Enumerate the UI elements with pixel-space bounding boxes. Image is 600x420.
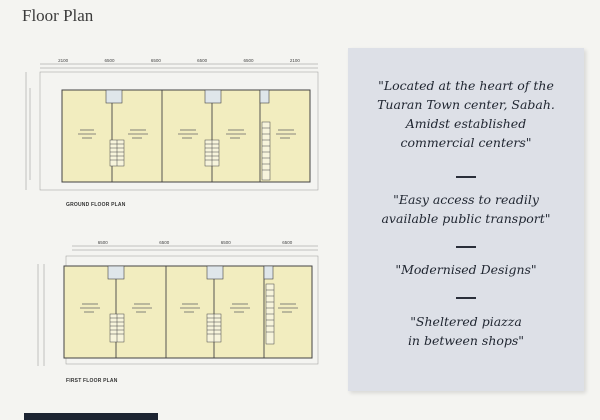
ground-dimension-label: 6500 — [243, 58, 254, 63]
ground-dimension-label: 6500 — [197, 58, 208, 63]
ground-dimension-label: 2100 — [289, 58, 300, 63]
first-dimension-label: 6500 — [282, 240, 293, 245]
quote-designs-line-1: "Modernised Designs" — [395, 262, 537, 277]
first-floor-plan — [38, 246, 318, 366]
bottom-accent-bar — [24, 413, 158, 420]
quote-transport — [348, 190, 584, 228]
first-dimension-label: 6500 — [220, 240, 231, 245]
floor-plans — [14, 52, 332, 392]
first-dimension-label: 6500 — [97, 240, 108, 245]
quote-card — [348, 48, 584, 391]
quote-location-line-2: Tuaran Town center, Sabah. — [377, 97, 555, 112]
quote-piazza — [348, 312, 584, 350]
quote-designs — [348, 260, 584, 279]
page-title: Floor Plan — [22, 6, 94, 25]
quote-piazza-line-1: "Sheltered piazza — [410, 314, 522, 329]
divider — [456, 297, 476, 299]
quote-piazza-line-2: in between shops" — [407, 333, 525, 348]
quote-transport-line-2: available public transport" — [381, 211, 551, 226]
first-floor-plan-label: FIRST FLOOR PLAN — [66, 378, 118, 384]
divider — [456, 246, 476, 248]
quote-transport-line-1: "Easy access to readily — [393, 192, 539, 207]
ground-floor-plan-label: GROUND FLOOR PLAN — [66, 202, 126, 208]
quote-location-line-4: commercial centers" — [400, 135, 532, 150]
divider — [456, 176, 476, 178]
floor-plan-drawings — [14, 52, 332, 392]
quote-location-line-1: "Located at the heart of the — [378, 78, 554, 93]
ground-dimension-label: 6500 — [150, 58, 161, 63]
ground-floor-plan — [26, 64, 318, 190]
first-dimension-label: 6500 — [159, 240, 170, 245]
quote-location-line-3: Amidst established — [405, 116, 527, 131]
quote-location — [348, 76, 584, 152]
ground-dimension-label: 2100 — [58, 58, 69, 63]
ground-dimension-label: 6500 — [104, 58, 115, 63]
